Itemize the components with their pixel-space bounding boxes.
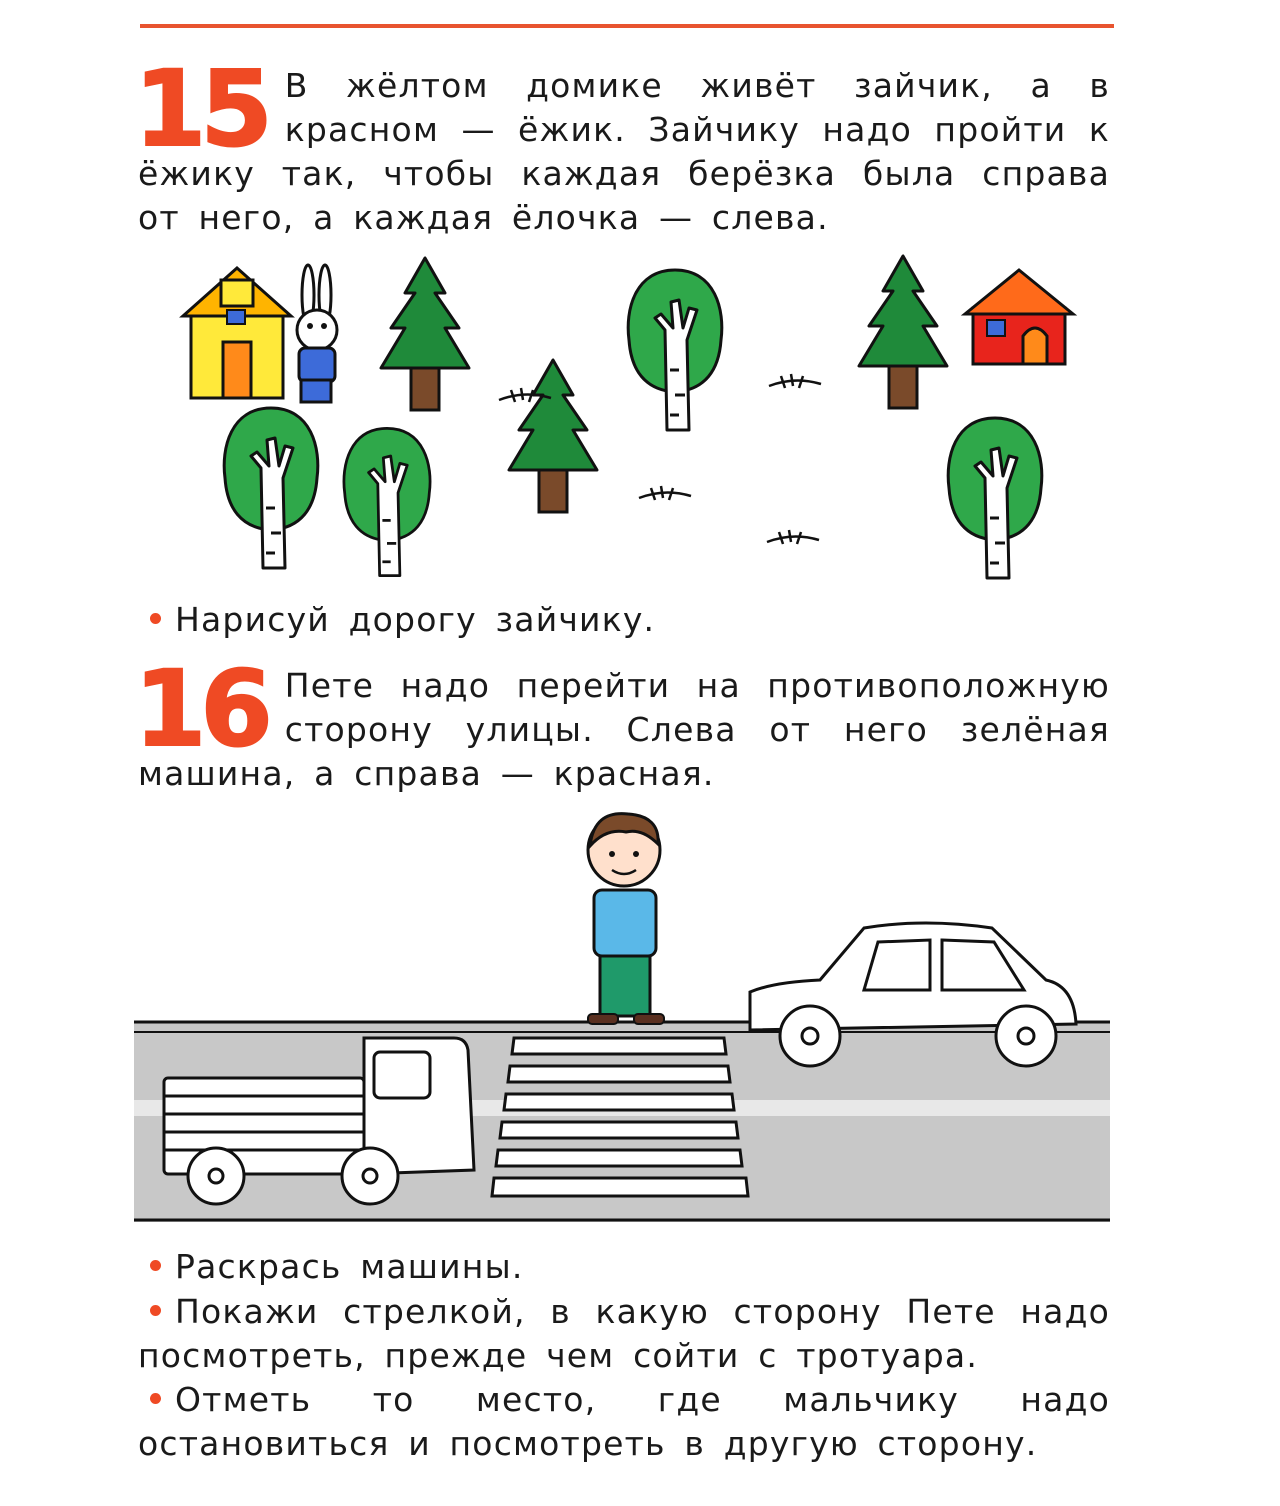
task-15 (134, 48, 1110, 240)
spruce-icon (859, 256, 947, 408)
birch-icon (224, 408, 318, 568)
boy-icon (588, 814, 664, 1024)
bullet-icon (150, 1393, 161, 1404)
street-illustration (134, 810, 1110, 1230)
task-15-instruction: Нарисуй дорогу зайчику. (138, 598, 1110, 642)
task-text: Пете надо перейти на противоположную сторону улицы. Слева от него зелёная машина, а справа — красная. (138, 666, 1110, 793)
task-16 (134, 648, 1110, 796)
top-rule (140, 24, 1114, 28)
bullet-icon (150, 613, 161, 624)
task-16-instruction: Отметь то место, где мальчику надо остановиться и посмотреть в другую сторону. (138, 1380, 1110, 1463)
forest-illustration (175, 250, 1095, 590)
task-16-instruction: Покажи стрелкой, в какую сторону Пете надо посмотреть, прежде чем сойти с тротуара. (138, 1292, 1110, 1375)
birch-icon (628, 270, 722, 430)
spruce-icon (381, 258, 469, 410)
grass-icon (639, 486, 691, 500)
grass-icon (769, 374, 821, 388)
task-number: 16 (134, 648, 267, 770)
task-16-instruction: Раскрась машины. (138, 1245, 1110, 1289)
task-text: В жёлтом домике живёт зайчик, а в красном — ёжик. Зайчику надо пройти к ёжику так, чтобы каждая берёзка была справа от него, а каждая ёлочка — слева. (138, 66, 1110, 237)
rabbit-icon (297, 265, 337, 402)
grass-icon (767, 530, 819, 544)
spruce-icon (509, 360, 597, 512)
birch-icon (948, 418, 1042, 578)
task-number: 15 (134, 48, 267, 170)
bullet-icon (150, 1305, 161, 1316)
bullet-icon (150, 1260, 161, 1271)
yellow-house-icon (183, 268, 291, 398)
birch-icon (344, 428, 430, 575)
red-house-icon (965, 270, 1073, 364)
